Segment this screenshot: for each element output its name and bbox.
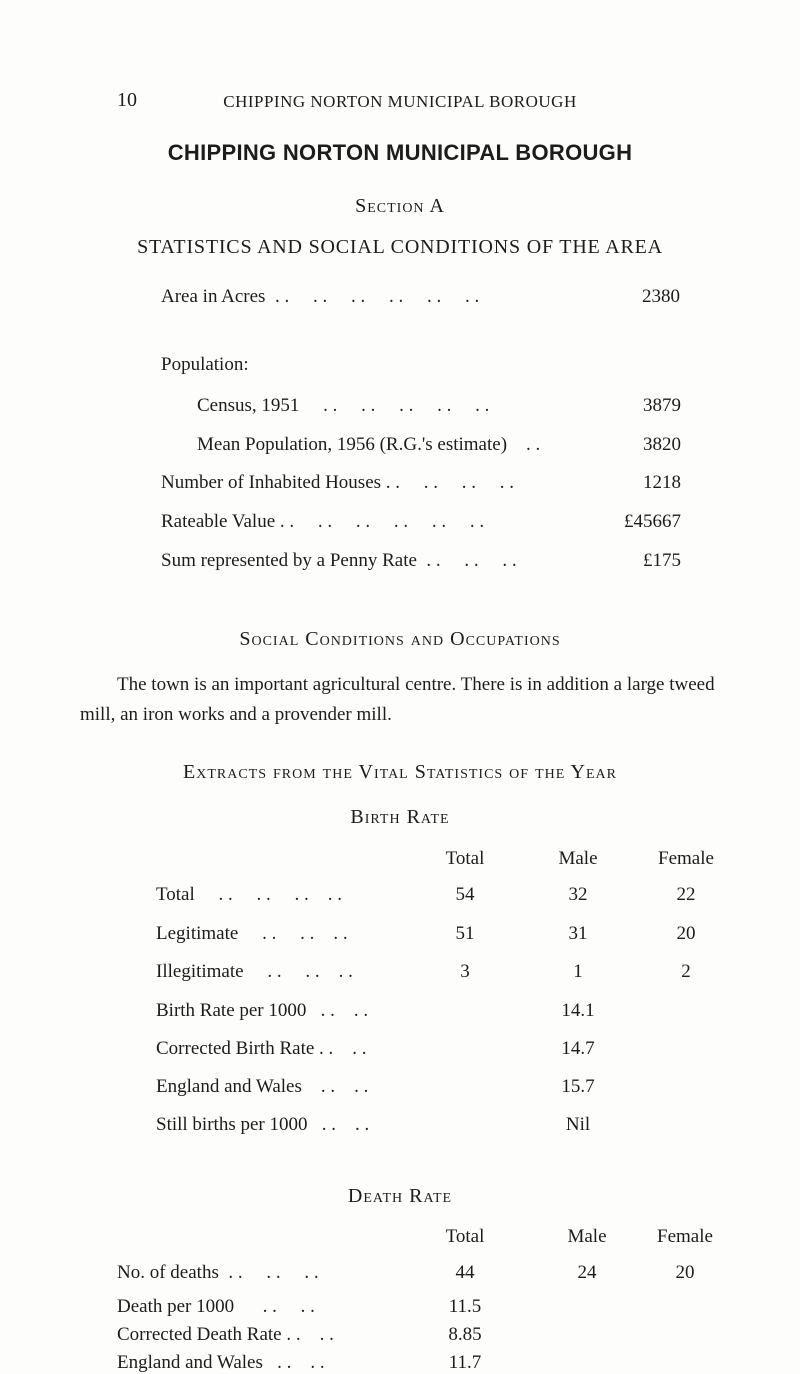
table-cell: 20 (675, 1262, 695, 1283)
rateable-value: £45667 (624, 511, 681, 532)
table-cell: 54 (455, 884, 475, 905)
table-cell: 1 (573, 961, 583, 982)
table-row-label: Total . . . . . . . . (156, 884, 343, 905)
birth-col-male: Male (558, 848, 598, 869)
table-cell: 31 (568, 923, 588, 944)
running-title: CHIPPING NORTON MUNICIPAL BOROUGH (223, 92, 577, 111)
houses-value: 1218 (643, 472, 681, 493)
death-rate-heading: Death Rate (347, 1185, 453, 1207)
table-row-label: Still births per 1000 . . . . (156, 1114, 370, 1135)
birth-col-female: Female (658, 848, 714, 869)
table-row-label: No. of deaths . . . . . . (117, 1262, 319, 1283)
table-row-label: England and Wales . . . . (117, 1352, 325, 1373)
table-row-label: Birth Rate per 1000 . . . . (156, 1000, 369, 1021)
table-cell: 11.7 (448, 1352, 482, 1373)
social-paragraph: The town is an important agricultural centre. There is in addition a large tweed mill, an iron works and a provender mill. (80, 674, 715, 725)
table-row-label: Corrected Birth Rate . . . . (156, 1038, 367, 1059)
area-label: Area in Acres . . . . . . . . . . . . (161, 286, 480, 307)
extracts-heading: Extracts from the Vital Statistics of the Year (183, 761, 617, 783)
table-cell: 2 (681, 961, 691, 982)
mean-population-value: 3820 (643, 434, 681, 455)
table-cell: 15.7 (561, 1076, 595, 1097)
section-subtitle: STATISTICS AND SOCIAL CONDITIONS OF THE AREA (137, 236, 663, 258)
table-cell: 3 (460, 961, 470, 982)
table-cell: 11.5 (448, 1296, 482, 1317)
table-row-label: Corrected Death Rate . . . . (117, 1324, 334, 1345)
table-cell: 24 (577, 1262, 597, 1283)
table-cell: 14.1 (561, 1000, 595, 1021)
birth-col-total: Total (445, 848, 485, 869)
penny-rate-value: £175 (643, 550, 681, 571)
death-col-total: Total (445, 1226, 485, 1247)
table-cell: 32 (568, 884, 588, 905)
table-cell: 22 (676, 884, 696, 905)
page-title: CHIPPING NORTON MUNICIPAL BOROUGH (167, 140, 633, 165)
penny-rate-label: Sum represented by a Penny Rate . . . . . . (161, 550, 517, 571)
social-heading: Social Conditions and Occupations (239, 628, 561, 650)
census-value: 3879 (643, 395, 681, 416)
population-label: Population: (161, 354, 249, 375)
table-cell: 20 (676, 923, 696, 944)
death-col-male: Male (567, 1226, 607, 1247)
table-cell: 51 (455, 923, 475, 944)
table-row-label: Legitimate . . . . . . (156, 923, 348, 944)
census-label: Census, 1951 . . . . . . . . . . (197, 395, 490, 416)
page-number: 10 (117, 89, 137, 111)
table-row-label: Illegitimate . . . . . . (156, 961, 353, 982)
table-cell: 14.7 (561, 1038, 595, 1059)
section-heading: Section A (355, 195, 445, 217)
table-cell: Nil (565, 1114, 591, 1135)
birth-rate-heading: Birth Rate (350, 806, 450, 828)
death-col-female: Female (657, 1226, 713, 1247)
houses-label: Number of Inhabited Houses . . . . . . . . (161, 472, 515, 493)
area-value: 2380 (642, 286, 680, 307)
table-row-label: Death per 1000 . . . . (117, 1296, 315, 1317)
table-cell: 8.85 (448, 1324, 482, 1345)
table-cell: 44 (455, 1262, 475, 1283)
rateable-label: Rateable Value . . . . . . . . . . . . (161, 511, 485, 532)
table-row-label: England and Wales . . . . (156, 1076, 369, 1097)
mean-population-label: Mean Population, 1956 (R.G.'s estimate) . . (197, 434, 541, 455)
